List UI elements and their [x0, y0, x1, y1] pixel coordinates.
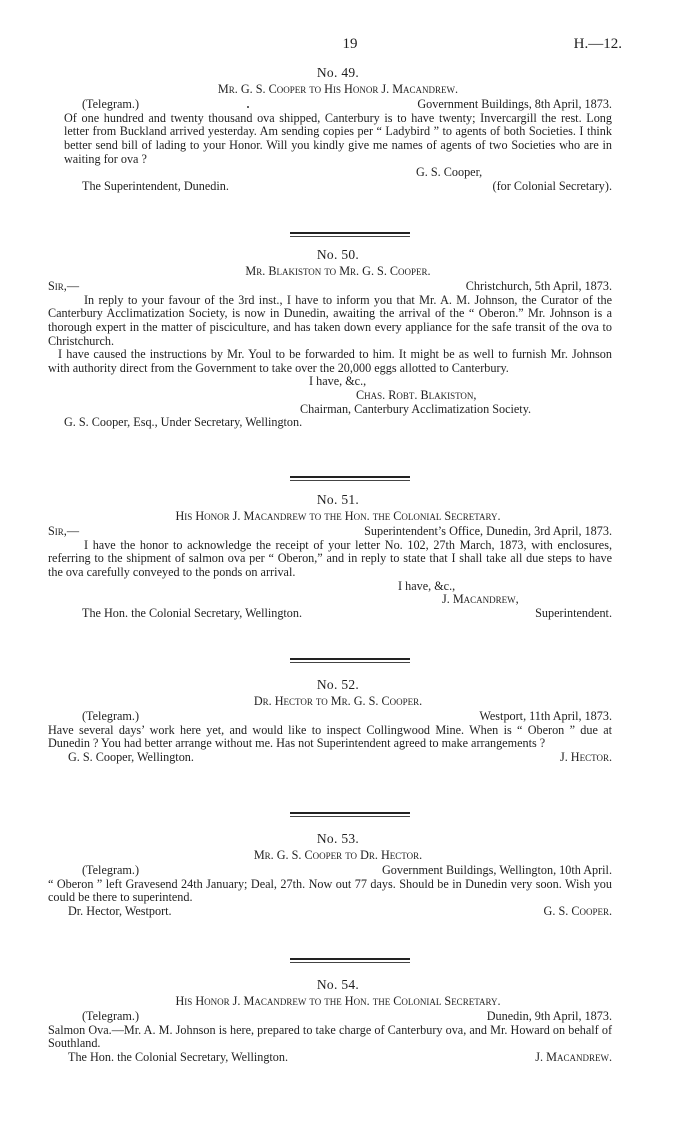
addressee: The Superintendent, Dunedin. — [82, 178, 229, 193]
letter-number: No. 49. — [316, 65, 360, 80]
addressee: The Hon. the Colonial Secretary, Wellington. — [68, 1049, 289, 1064]
addressee: G. S. Cooper, Esq., Under Secretary, Wellington. — [64, 415, 303, 430]
letter-number: No. 51. — [316, 492, 360, 507]
section-divider — [0, 232, 700, 237]
signature-name: Chas. Robt. Blakiston, — [356, 387, 477, 402]
signature-role: Superintendent. — [535, 605, 612, 620]
signature-name: J. Macandrew, — [442, 592, 519, 607]
letter-footer — [50, 905, 612, 919]
letter-title: Dr. Hector to Mr. G. S. Cooper. — [253, 693, 423, 708]
page-number: 19 — [342, 36, 358, 52]
telegram-label: (Telegram.) — [82, 97, 140, 112]
addressee: Dr. Hector, Westport. — [68, 903, 172, 918]
letter-place-date: Westport, 11th April, 1873. — [479, 709, 612, 724]
letter-52 — [48, 677, 612, 765]
letter-meta — [64, 1010, 612, 1024]
letter-body: Salmon Ova.—Mr. A. M. Johnson is here, prepared to take charge of Canterbury ova, and Mr. Howard on behalf of Southland. — [48, 1022, 612, 1051]
signature-name: J. Macandrew. — [535, 1049, 612, 1064]
letter-footer — [50, 1051, 612, 1065]
letter-number: No. 53. — [316, 831, 360, 846]
letter-title: His Honor J. Macandrew to the Hon. the Colonial Secretary. — [175, 993, 501, 1008]
section-divider — [0, 658, 700, 663]
letter-title: Mr. G. S. Cooper to Dr. Hector. — [253, 847, 423, 862]
letter-49 — [64, 66, 612, 193]
letter-footer — [64, 180, 612, 194]
letter-meta — [48, 280, 612, 294]
letter-body: “ Oberon ” left Gravesend 24th January; Deal, 27th. Now out 77 days. Should be in Dunedin very soon. Wish you could be there to superintend. — [48, 876, 612, 905]
letter-place-date: Christchurch, 5th April, 1873. — [465, 279, 612, 294]
letter-meta — [64, 864, 612, 878]
letter-50 — [48, 247, 612, 430]
letter-number: No. 50. — [316, 247, 360, 262]
addressee: G. S. Cooper, Wellington. — [68, 749, 194, 764]
letter-body-2: I have caused the instructions by Mr. Youl to be forwarded to him. It might be as well to furnish Mr. Johnson with authority direct from the Government to take over the 20,000 eggs allotted to Canterbury. — [48, 347, 612, 375]
letter-place-date: Government Buildings, 8th April, 1873. — [417, 97, 612, 112]
letter-54 — [48, 977, 612, 1065]
telegram-label: (Telegram.) — [82, 1009, 140, 1024]
letter-title: His Honor J. Macandrew to the Hon. the Colonial Secretary. — [175, 508, 501, 523]
letter-footer — [64, 607, 612, 621]
letter-body: Of one hundred and twenty thousand ova shipped, Canterbury is to have twenty; Invercargill the rest. Long letter from Buckland arrived yesterday. Am sending copies per “ Ladybird ” to agents of both Societies. I think better send bill of lading to your Honor. Will you kindly give me names of agents of two Societies who are in waiting for ova ? — [64, 110, 612, 166]
telegram-label: (Telegram.) — [82, 863, 140, 878]
telegram-label: (Telegram.) — [82, 709, 140, 724]
letter-title: Mr. Blakiston to Mr. G. S. Cooper. — [245, 263, 431, 278]
letter-title: Mr. G. S. Cooper to His Honor J. Macandrew. — [217, 81, 459, 96]
letter-meta — [64, 710, 612, 724]
closing: I have, &c., — [309, 374, 367, 389]
signature-name: G. S. Cooper. — [543, 903, 612, 918]
letter-53 — [48, 831, 612, 919]
signature-role: (for Colonial Secretary). — [492, 178, 612, 193]
section-divider — [0, 476, 700, 481]
letter-number: No. 52. — [316, 677, 360, 692]
letter-meta — [64, 98, 612, 112]
section-divider — [0, 812, 700, 817]
letter-number: No. 54. — [316, 977, 360, 992]
letter-body: In reply to your favour of the 3rd inst., I have to inform you that Mr. A. M. Johnson, the Curator of the Canterbury Acclimatization Society, is now in Dunedin, awaiting the arrival of the “ Oberon.” Mr. Johnson is a thorough expert in the matter of pisciculture, and has taken down every appliance for the safe transit of the ova to Christchurch. — [48, 292, 612, 348]
salutation: Sir,— — [48, 279, 80, 294]
signature-name: J. Hector. — [559, 749, 612, 764]
signature-role: Chairman, Canterbury Acclimatization Society. — [300, 401, 532, 416]
salutation: Sir,— — [48, 524, 80, 539]
letter-meta — [48, 525, 612, 539]
letter-place-date: Dunedin, 9th April, 1873. — [486, 1009, 612, 1024]
letter-51 — [48, 492, 612, 620]
closing: I have, &c., — [398, 578, 456, 593]
section-divider — [0, 958, 700, 963]
signature-name: G. S. Cooper, — [416, 165, 483, 180]
letter-place-date: Government Buildings, Wellington, 10th April. — [381, 863, 612, 878]
print-speck — [247, 106, 249, 108]
document-code: H.—12. — [573, 36, 622, 52]
letter-body: I have the honor to acknowledge the receipt of your letter No. 102, 27th March, 1873, with enclosures, referring to the shipment of salmon ova per “ Oberon,” and in reply to state that I shall take all due steps to have the ova carefully conveyed to the ponds on arrival. — [48, 537, 612, 579]
letter-body: Have several days’ work here yet, and would like to inspect Collingwood Mine. When is “ Oberon ” due at Dunedin ? You had better arrange without me. Has not Superintendent agreed to make arrangements ? — [48, 722, 612, 751]
letter-place-date: Superintendent’s Office, Dunedin, 3rd April, 1873. — [364, 524, 612, 539]
addressee: The Hon. the Colonial Secretary, Wellington. — [82, 605, 303, 620]
letter-footer — [50, 751, 612, 765]
